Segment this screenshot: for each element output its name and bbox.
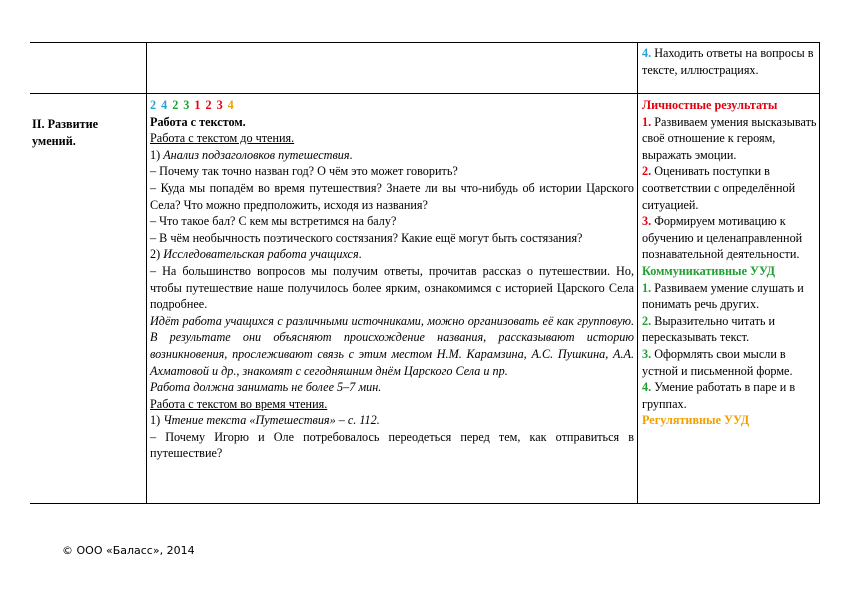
result-number: 1. — [642, 280, 652, 295]
result-number: 3. — [642, 214, 652, 229]
paragraph: – На большинство вопросов мы получим ответы, прочитав рассказ о путешествии. Но, чтобы путешествие наше получилось более ярким, ознакомимся с историей Царского Села подробнее. — [150, 263, 634, 312]
result-text: Умение работать в паре и в группах. — [642, 380, 796, 411]
table-right-border — [819, 42, 820, 504]
communicative-result — [642, 313, 818, 346]
question: – Почему так точно назван год? О чём это может говорить? — [150, 164, 458, 179]
result-number: 1. — [642, 114, 652, 129]
item-2-number: 2) — [150, 247, 164, 262]
communicative-result — [642, 280, 818, 313]
column-divider-1 — [146, 42, 147, 504]
table-top-border — [30, 42, 820, 43]
goals-cell-row1 — [642, 45, 818, 78]
copyright-footer: © ООО «Баласс», 2014 — [62, 544, 195, 557]
skill-number: 4 — [161, 98, 168, 112]
personal-result — [642, 163, 818, 213]
personal-result — [642, 213, 818, 263]
item-2 — [150, 246, 634, 263]
skill-number: 2 — [172, 98, 179, 112]
skill-number: 3 — [216, 98, 223, 112]
result-number: 2. — [642, 164, 652, 179]
communicative-result — [642, 379, 818, 412]
result-text: Развиваем умения высказывать своё отношение к героям, выражать эмоции. — [642, 114, 817, 162]
result-text: Формируем мотивацию к обучению и целенаправленной познавательной деятельности. — [642, 214, 803, 262]
item-3 — [150, 412, 634, 429]
item-2-dot: . — [358, 247, 362, 262]
during-reading-heading: Работа с текстом во время чтения. — [150, 396, 328, 411]
communicative-result — [642, 346, 818, 379]
result-number: 3. — [642, 346, 652, 361]
result-text: Развиваем умение слушать и понимать речь других. — [642, 280, 804, 312]
result-text: Оформлять свои мысли в устной и письменной форме. — [642, 346, 793, 378]
item-2-title: Исследовательская работа учащихся — [163, 247, 359, 262]
result-number: 2. — [642, 313, 652, 328]
item-1-dot: . — [349, 147, 353, 162]
skill-number: 3 — [183, 98, 190, 112]
skill-number: 4 — [227, 98, 234, 112]
results-cell — [642, 97, 818, 429]
stage-title: Развитие умений. — [32, 117, 99, 148]
result-text: Оценивать поступки в соответствии с определённой ситуацией. — [642, 164, 796, 212]
activity-heading: Работа с текстом. — [150, 114, 246, 129]
goal-text: Находить ответы на вопросы в тексте, иллюстрациях. — [642, 46, 814, 77]
item-1 — [150, 147, 634, 164]
item-1-number: 1) — [150, 147, 164, 162]
teacher-note: Идёт работа учащихся с различными источниками, можно организовать её как групповую. В результате они объясняют происхождение названия, рассказывают историю возникновения, прослеживают связь с этим местом Н.М. Карамзина, А.С. Пушкина, А.А. Ахматовой и др., знакомят с сегодняшним днём Царского Села и пр. — [150, 313, 634, 378]
skill-number: 2 — [150, 98, 157, 112]
personal-result — [642, 114, 818, 164]
regulatory-title: Регулятивные УУД — [642, 413, 750, 428]
skill-number: 2 — [205, 98, 212, 112]
result-text: Выразительно читать и пересказывать текст. — [642, 313, 776, 345]
row-divider — [30, 93, 820, 94]
table-bottom-border — [30, 503, 820, 504]
item-1-title: Анализ подзаголовков путешествия — [163, 147, 350, 162]
question: – Почему Игорю и Оле потребовалось переодеться перед тем, как отправиться в путешествие? — [150, 429, 634, 461]
goal-number: 4. — [642, 46, 652, 60]
personal-results-title: Личностные результаты — [642, 98, 778, 112]
teacher-note: Работа должна занимать не более 5–7 мин. — [150, 380, 382, 395]
stage-number: II. — [32, 117, 45, 131]
activity-cell — [150, 97, 634, 462]
question: – Куда мы попадём во время путешествия? Знаете ли вы что-нибудь об истории Царского Села? Что можно предположить, исходя из названия? — [150, 180, 634, 212]
result-number: 4. — [642, 380, 652, 395]
question: – В чём необычность поэтического состязания? Какие ещё могут быть состязания? — [150, 230, 583, 245]
before-reading-heading: Работа с текстом до чтения. — [150, 131, 295, 146]
question: – Что такое бал? С кем мы встретимся на балу? — [150, 214, 397, 229]
item-3-number: 1) — [150, 413, 164, 428]
skill-numbers — [150, 97, 634, 114]
lesson-table — [30, 42, 820, 504]
stage-cell — [32, 116, 144, 149]
column-divider-2 — [637, 42, 638, 504]
communicative-title: Коммуникативные УУД — [642, 263, 776, 278]
item-3-title: Чтение текста «Путешествия» – с. 112. — [163, 413, 380, 428]
skill-number: 1 — [194, 98, 201, 112]
